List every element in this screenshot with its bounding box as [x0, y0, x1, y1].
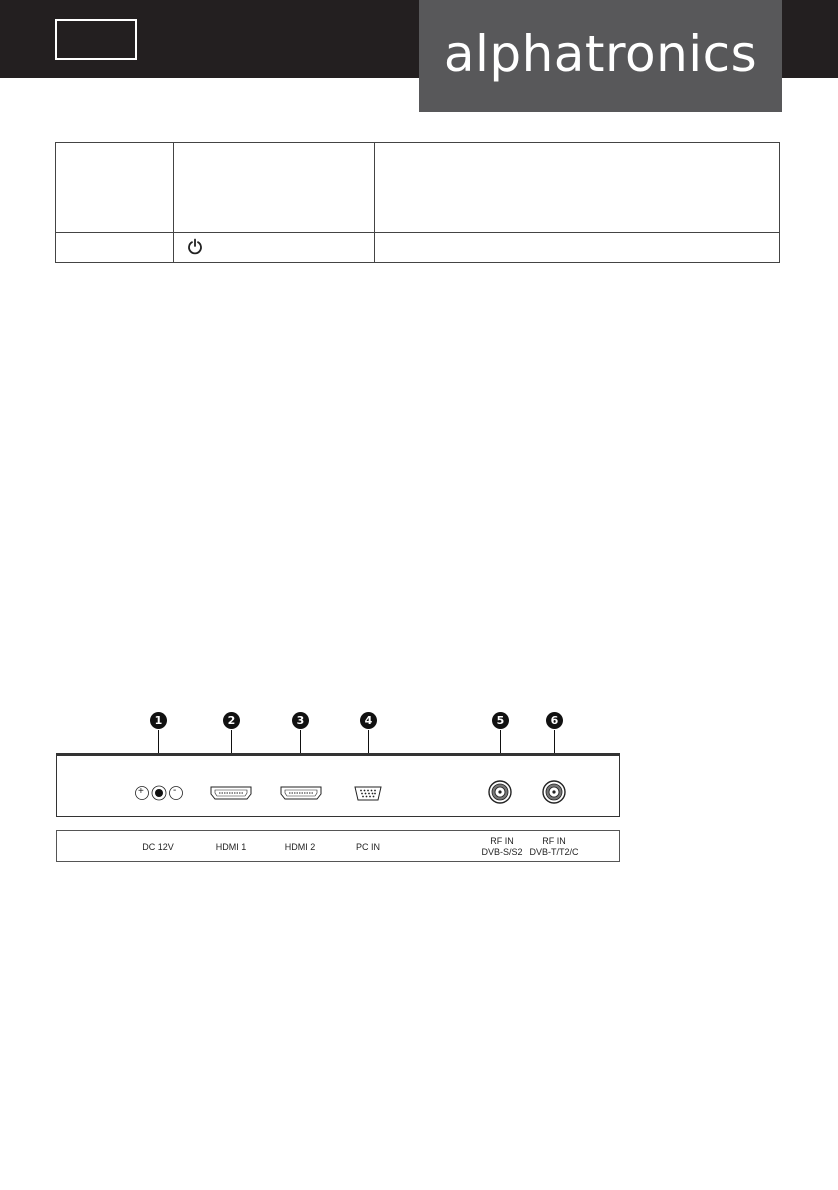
port-label-line: DVB-T/T2/C: [529, 847, 579, 857]
coax-port-icon: [542, 780, 566, 809]
dc-plus-label: +: [138, 786, 144, 797]
dc-minus-label: -: [173, 785, 177, 796]
vga-port-icon: [354, 786, 382, 806]
coax-port-icon: [488, 780, 512, 809]
callout-2: 2: [223, 712, 240, 729]
table-cell: [375, 233, 780, 263]
hdmi-port-icon: [280, 786, 322, 805]
port-label-dc: DC 12V: [142, 842, 174, 852]
port-label-hdmi1: HDMI 1: [215, 842, 247, 852]
port-label-line: RF IN: [490, 836, 514, 846]
port-label-hdmi2: HDMI 2: [284, 842, 316, 852]
table-cell: [56, 233, 174, 263]
spec-table: [55, 142, 780, 263]
port-label-line: RF IN: [542, 836, 566, 846]
callout-5: 5: [492, 712, 509, 729]
port-label-line: DVB-S/S2: [481, 847, 523, 857]
table-cell: [174, 233, 375, 263]
port-label-pc-in: PC IN: [355, 842, 380, 852]
table-cell: [375, 143, 780, 233]
brand-block: [419, 0, 782, 112]
port-label-rf-terr: [509, 836, 599, 858]
table-row: [56, 233, 780, 263]
callout-3: 3: [292, 712, 309, 729]
table-cell: [56, 143, 174, 233]
callout-6: 6: [546, 712, 563, 729]
page-number-box: [55, 19, 137, 60]
hdmi-port-icon: [210, 786, 252, 805]
table-cell: [174, 143, 375, 233]
callout-4: 4: [360, 712, 377, 729]
power-icon: [187, 238, 203, 260]
table-row: [56, 143, 780, 233]
callout-1: 1: [150, 712, 167, 729]
brand-logo: alphatronics: [443, 25, 758, 83]
